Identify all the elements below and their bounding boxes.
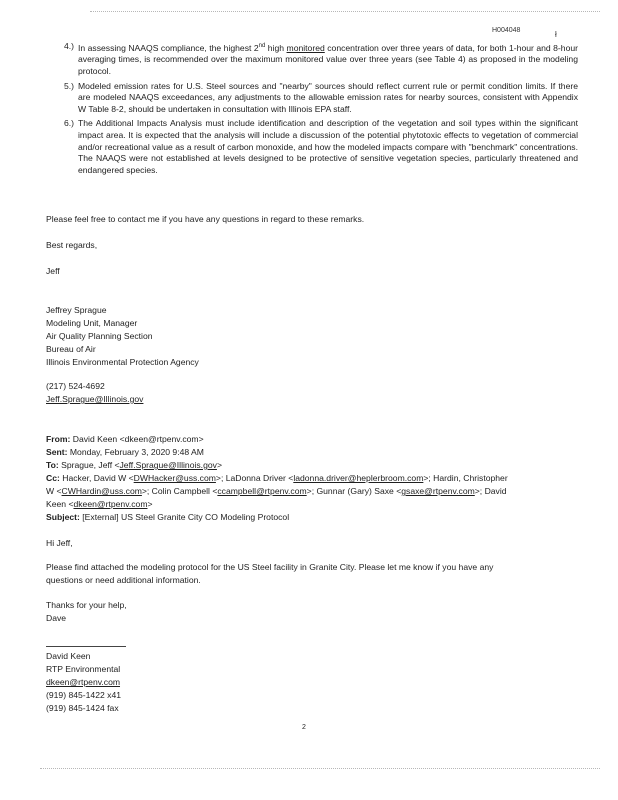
email-cc-line-1: Cc: Hacker, David W <DWHacker@uss.com>; LaDonna Driver <ladonna.driver@heplerbroom.com>; Hardin, Christopher xyxy=(46,473,508,483)
email-from xyxy=(46,434,204,446)
list-item xyxy=(46,118,576,176)
signature-phone: (217) 524-4692 xyxy=(46,381,105,391)
list-item-text: Modeled emission rates for U.S. Steel sources and "nearby" sources should reflect current rule or permit condition limits. If there are modeled NAAQS exceedances, any adjustments to the allowable emission rates for nearby sources, consistent with Appendix W Table 8-2, should be undertaken in consultation with Illinois EPA staff. xyxy=(78,80,578,114)
regards: Best regards, xyxy=(46,240,98,250)
cc-email-link[interactable]: ccampbell@rtpenv.com xyxy=(217,486,307,496)
list-item xyxy=(46,81,576,116)
email-sender-name: Dave xyxy=(46,613,67,623)
cc-email-link[interactable]: ladonna.driver@heplerbroom.com xyxy=(293,473,424,483)
corner-mark: ł xyxy=(555,30,557,39)
email-sig-email-link[interactable]: dkeen@rtpenv.com xyxy=(46,677,121,687)
email-greeting: Hi Jeff, xyxy=(46,538,73,548)
list-item-number: 4.) xyxy=(64,41,75,51)
page-id: H004048 xyxy=(492,27,521,34)
email-sig-phone: (919) 845-1422 x41 xyxy=(46,690,122,700)
email-cc-line-3: Keen <dkeen@rtpenv.com> xyxy=(46,499,153,509)
signature-bureau: Bureau of Air xyxy=(46,344,96,354)
list-item xyxy=(46,41,576,78)
signature-email-link[interactable]: Jeff.Sprague@Illinois.gov xyxy=(46,394,144,404)
list-item-text: In assessing NAAQS compliance, the highest 2nd high monitored concentration over three years of data, for both 1-hour and 8-hour averaging times, is recommended over the maximum monitored value over three years (see Table 4) as proposed in the modeling protocol. xyxy=(78,42,578,77)
email-sig-company: RTP Environmental xyxy=(46,664,121,674)
from-value: David Keen <dkeen@rtpenv.com> xyxy=(72,434,204,444)
list-item-text: The Additional Impacts Analysis must include identification and description of the vegetation and soil types within the significant impact area. It is expected that the analysis will include a discussion of the potential phytotoxic effects to vegetation of commercial and/or recreational value as a result of carbon monoxide, and how the modeled impacts compare with "benchmark" concentrations. The NAAQS were not established at levels designed to be protective of sensitive vegetation species, particularly threatened and endangered species. xyxy=(78,118,578,175)
email-sig-name: David Keen xyxy=(46,651,91,661)
list-item-number: 6.) xyxy=(64,118,75,129)
email-thanks: Thanks for your help, xyxy=(46,600,127,610)
signature-name: Jeffrey Sprague xyxy=(46,305,107,315)
signature-agency: Illinois Environmental Protection Agency xyxy=(46,357,199,367)
email-sig-fax: (919) 845-1424 fax xyxy=(46,703,119,713)
cc-label: Cc: xyxy=(46,473,60,483)
contact-line: Please feel free to contact me if you have any questions in regard to these remarks. xyxy=(46,214,365,224)
to-email-link[interactable]: Jeff.Sprague@Illinois.gov xyxy=(119,460,217,470)
scan-edge-bottom xyxy=(40,768,600,770)
subject-value: [External] US Steel Granite City CO Modeling Protocol xyxy=(82,512,290,522)
email-paragraph-line: questions or need additional information. xyxy=(46,575,201,585)
cc-email-link[interactable]: DWHacker@uss.com xyxy=(133,473,216,483)
email-to: To: Sprague, Jeff <Jeff.Sprague@Illinois.gov> xyxy=(46,460,222,470)
from-label: From: xyxy=(46,434,71,444)
subject-label: Subject: xyxy=(46,512,80,522)
email-paragraph-line: Please find attached the modeling protocol for the US Steel facility in Granite City. Please let me know if you have any xyxy=(46,562,494,572)
list-item-number: 5.) xyxy=(64,80,75,91)
sent-label: Sent: xyxy=(46,447,68,457)
cc-email-link[interactable]: gsaxe@rtpenv.com xyxy=(401,486,475,496)
sender-first-name: Jeff xyxy=(46,266,60,276)
scan-edge-top xyxy=(90,11,600,13)
signature-title: Modeling Unit, Manager xyxy=(46,318,138,328)
email-subject xyxy=(46,512,289,524)
to-label: To: xyxy=(46,460,59,470)
signature-divider xyxy=(46,646,126,647)
cc-email-link[interactable]: dkeen@rtpenv.com xyxy=(73,499,148,509)
signature-section: Air Quality Planning Section xyxy=(46,331,153,341)
remarks-list xyxy=(46,41,576,179)
cc-email-link[interactable]: CWHardin@uss.com xyxy=(61,486,142,496)
email-cc-line-2: W <CWHardin@uss.com>; Colin Campbell <ccampbell@rtpenv.com>; Gunnar (Gary) Saxe <gsaxe@rtpenv.com>; David xyxy=(46,486,507,496)
page-number: 2 xyxy=(302,724,306,731)
email-sent xyxy=(46,447,204,459)
sent-value: Monday, February 3, 2020 9:48 AM xyxy=(69,447,204,457)
